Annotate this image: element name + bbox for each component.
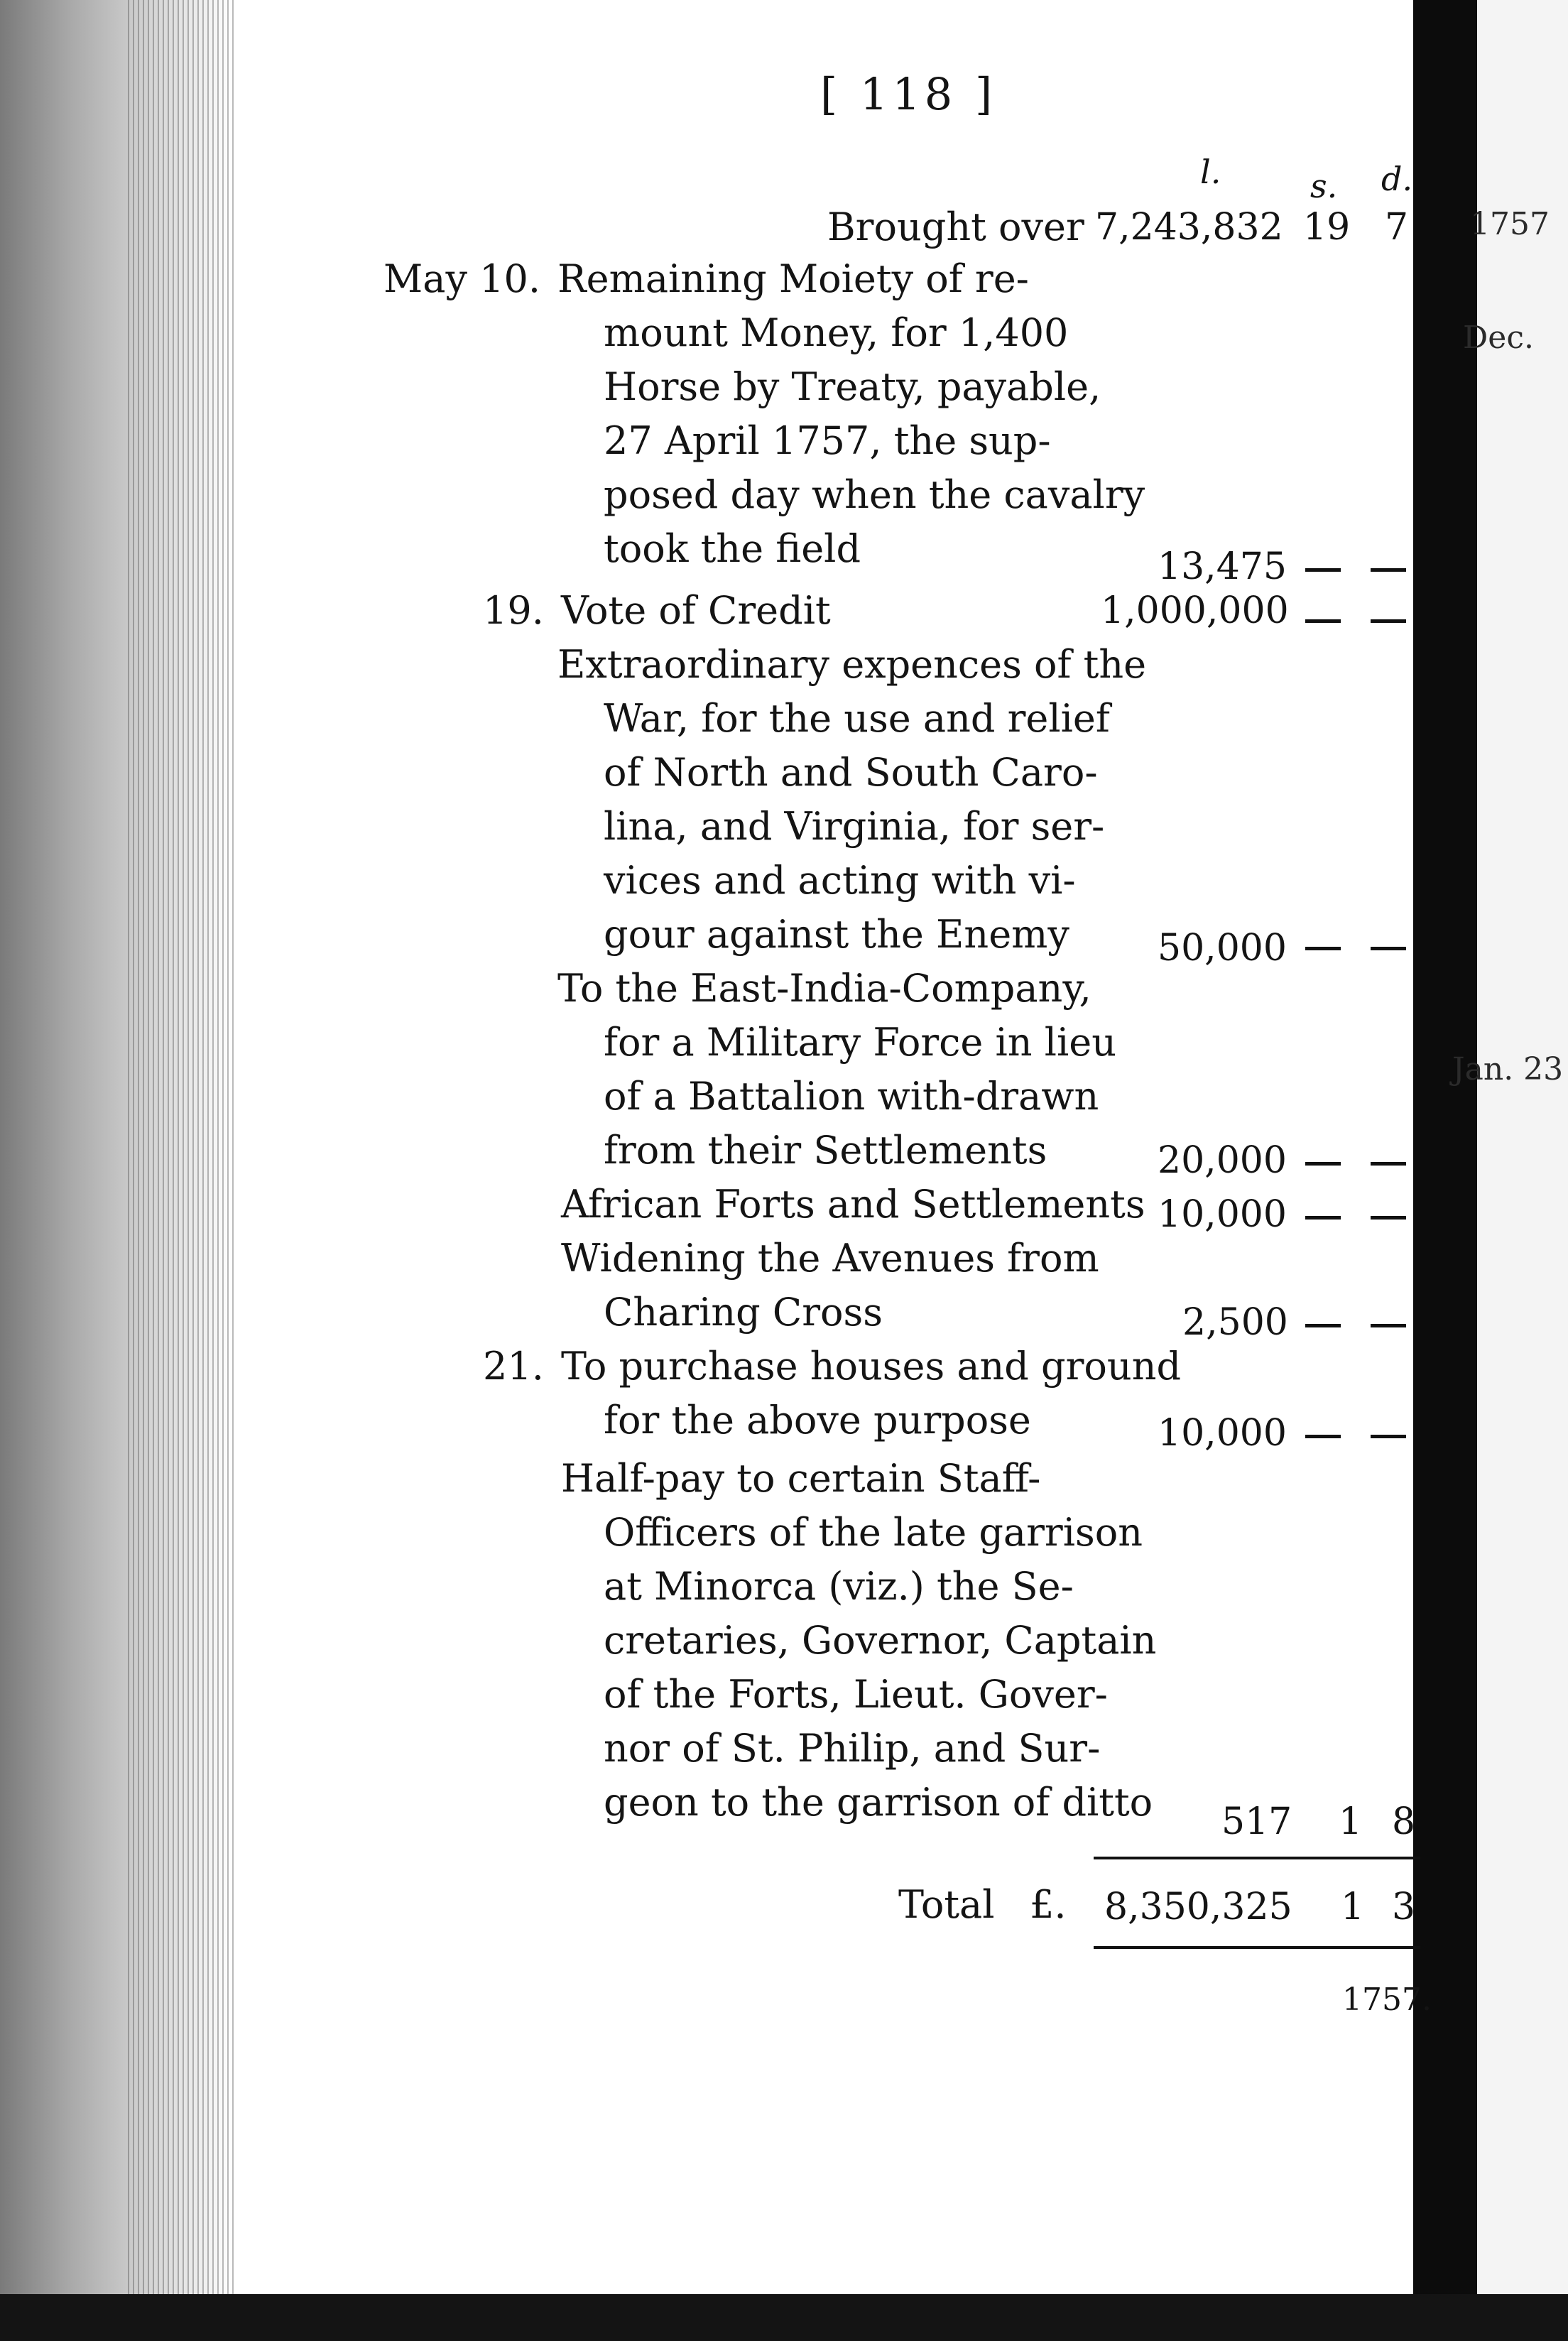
brought-over-pence: 7 — [1385, 206, 1409, 249]
entry-line: for the above purpose — [604, 1398, 1031, 1443]
entry-pounds: 10,000 — [1158, 1193, 1287, 1236]
entry-line: Extraordinary expences of the — [557, 642, 1147, 687]
dash-pence — [1371, 947, 1406, 950]
dash-pence — [1371, 1435, 1406, 1438]
entry-line: African Forts and Settlements — [561, 1182, 1145, 1227]
entry-line: nor of St. Philip, and Sur- — [604, 1726, 1101, 1771]
column-header-pounds: l. — [1200, 153, 1221, 191]
entry-line: took the field — [604, 526, 861, 571]
brought-over-shillings: 19 — [1303, 206, 1351, 249]
entry-line: cretaries, Governor, Captain — [604, 1618, 1157, 1663]
entry-line: for a Military Force in lieu — [604, 1020, 1117, 1065]
entry-shillings: 1 — [1339, 1800, 1363, 1843]
dash-pence — [1371, 568, 1406, 572]
entry-line: To the East-India-Company, — [557, 966, 1091, 1011]
entry-line: at Minorca (viz.) the Se- — [604, 1564, 1074, 1609]
entry-line: Horse by Treaty, payable, — [604, 364, 1101, 409]
entry-pounds: 20,000 — [1158, 1139, 1287, 1182]
total-rule-top — [1094, 1857, 1420, 1859]
entry-line: Widening the Avenues from — [561, 1236, 1099, 1281]
facing-page-month-dec: Dec. — [1463, 320, 1534, 356]
entry-line: 27 April 1757, the sup- — [604, 418, 1051, 463]
entry-pounds: 13,475 — [1158, 545, 1287, 588]
dash-shillings — [1305, 1216, 1341, 1220]
entry-pence: 8 — [1392, 1800, 1416, 1843]
column-header-pence: d. — [1381, 160, 1413, 198]
facing-page-year: 1757 — [1470, 206, 1550, 242]
dash-shillings — [1305, 568, 1341, 572]
entry-line: from their Settlements — [604, 1128, 1047, 1173]
entry-line: Charing Cross — [604, 1290, 883, 1335]
entry-date: 21. — [483, 1344, 544, 1389]
entry-line: posed day when the cavalry — [604, 472, 1145, 517]
entry-pounds: 50,000 — [1158, 927, 1287, 969]
entry-line: Officers of the late garrison — [604, 1510, 1143, 1555]
entry-line: mount Money, for 1,400 — [604, 310, 1069, 355]
catchword: 1757. — [1342, 1982, 1432, 2018]
entry-line: War, for the use and relief — [604, 696, 1110, 741]
total-pence: 3 — [1392, 1886, 1416, 1928]
dash-shillings — [1305, 619, 1341, 623]
entry-pounds: 1,000,000 — [1101, 590, 1289, 632]
dash-pence — [1371, 1324, 1406, 1327]
dash-pence — [1371, 619, 1406, 623]
entry-line: lina, and Virginia, for ser- — [604, 804, 1105, 849]
dash-pence — [1371, 1162, 1406, 1166]
entry-line: gour against the Enemy — [604, 912, 1069, 957]
column-header-shillings: s. — [1310, 167, 1338, 205]
entry-pounds: 2,500 — [1182, 1301, 1288, 1344]
dash-pence — [1371, 1216, 1406, 1220]
total-shillings: 1 — [1341, 1886, 1365, 1928]
dash-shillings — [1305, 1435, 1341, 1438]
entry-line: Vote of Credit — [561, 588, 831, 633]
brought-over-label: Brought over — [827, 205, 1084, 249]
entry-line: of North and South Caro- — [604, 750, 1098, 795]
total-pounds: 8,350,325 — [1104, 1886, 1292, 1928]
total-currency: £. — [1030, 1882, 1067, 1927]
dash-shillings — [1305, 1162, 1341, 1166]
entry-date: 19. — [483, 588, 544, 633]
entry-line: geon to the garrison of ditto — [604, 1780, 1153, 1825]
entry-pounds: 517 — [1221, 1800, 1292, 1843]
page-edge-lines — [128, 0, 234, 2341]
entry-date: May 10. — [383, 256, 541, 301]
entry-pounds: 10,000 — [1158, 1412, 1287, 1455]
dash-shillings — [1305, 1324, 1341, 1327]
entry-line: Remaining Moiety of re- — [557, 256, 1029, 301]
page-number-header: [ 118 ] — [820, 68, 997, 120]
scan-bottom-band — [0, 2294, 1568, 2341]
facing-page-month-jan: Jan. 23 — [1452, 1051, 1564, 1087]
brought-over-pounds: 7,243,832 — [1095, 206, 1283, 249]
entry-line: vices and acting with vi- — [604, 858, 1076, 903]
dash-shillings — [1305, 947, 1341, 950]
entry-line: Half-pay to certain Staff- — [561, 1456, 1041, 1501]
total-rule-bottom — [1094, 1946, 1420, 1949]
total-label: Total — [898, 1882, 995, 1927]
entry-line: of the Forts, Lieut. Gover- — [604, 1672, 1108, 1717]
entry-line: of a Battalion with-drawn — [604, 1074, 1099, 1119]
entry-line: To purchase houses and ground — [561, 1344, 1182, 1389]
